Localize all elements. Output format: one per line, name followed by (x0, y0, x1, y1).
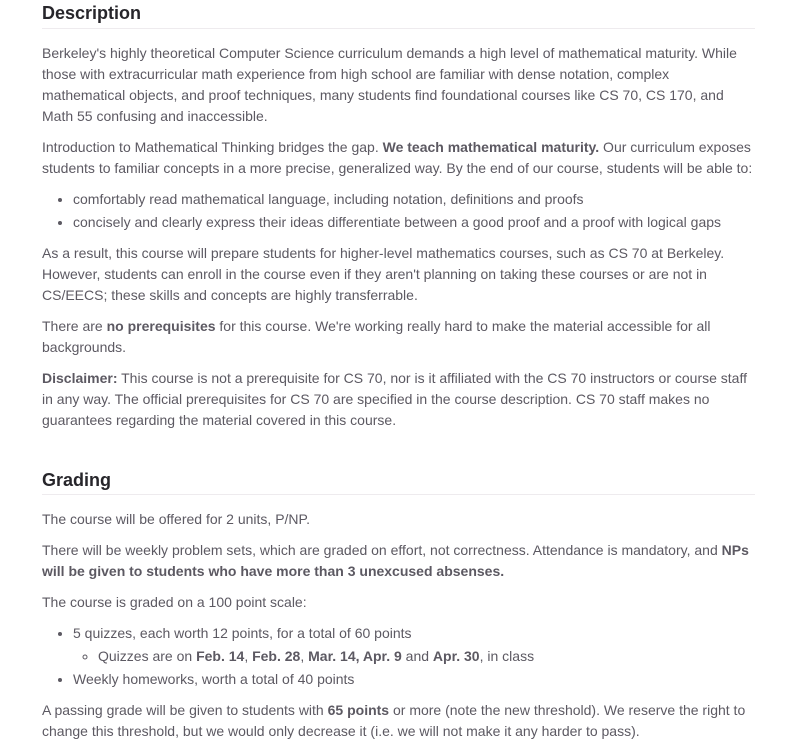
list-item-text: 5 quizzes, each worth 12 points, for a total of 60 points (73, 625, 412, 641)
list-item-text: Weekly homeworks, worth a total of 40 points (73, 671, 354, 687)
paragraph-passing-grade: A passing grade will be given to students with 65 points or more (note the new threshold). We reserve the right to change this threshold, but we would only decrease it (i.e. we will not make it any harder to pass). (42, 700, 755, 742)
paragraph-as-a-result: As a result, this course will prepare students for higher-level mathematics courses, such as CS 70 at Berkeley. However, students can enroll in the course even if they aren't planning on taking these courses or are not in CS/EECS; these skills and concepts are highly transferrable. (42, 243, 755, 306)
paragraph-point-scale: The course is graded on a 100 point scale: (42, 592, 755, 613)
list-item (73, 212, 755, 233)
grading-heading: Grading (42, 469, 755, 496)
grading-breakdown-list (42, 623, 755, 690)
paragraph-units: The course will be offered for 2 units, P/NP. (42, 509, 755, 530)
list-item-quiz-dates (98, 646, 755, 667)
section-description (42, 2, 755, 431)
list-item-text: comfortably read mathematical language, including notation, definitions and proofs (73, 191, 584, 207)
quiz-dates-sublist (73, 646, 755, 667)
list-item (73, 189, 755, 210)
list-item-text: Quizzes are on Feb. 14, Feb. 28, Mar. 14, Apr. 9 and Apr. 30, in class (98, 648, 534, 664)
paragraph-curriculum-maturity: Berkeley's highly theoretical Computer Science curriculum demands a high level of mathematical maturity. While those with extracurricular math experience from high school are familiar with dense notation, complex mathematical objects, and proof techniques, many students find foundational courses like CS 70, CS 170, and Math 55 confusing and inaccessible. (42, 43, 755, 127)
paragraph-bridges-the-gap: Introduction to Mathematical Thinking bridges the gap. We teach mathematical maturity. Our curriculum exposes students to familiar concepts in a more precise, generalized way. By the end of our course, students will be able to: (42, 137, 755, 179)
course-outcomes-list (42, 189, 755, 233)
list-item-text: concisely and clearly express their ideas differentiate between a good proof and a proof with logical gaps (73, 214, 721, 230)
description-heading: Description (42, 2, 755, 29)
paragraph-problem-sets: There will be weekly problem sets, which are graded on effort, not correctness. Attendance is mandatory, and NPs will be given to students who have more than 3 unexcused absenses. (42, 540, 755, 582)
list-item-homeworks (73, 669, 755, 690)
paragraph-disclaimer: Disclaimer: This course is not a prerequisite for CS 70, nor is it affiliated with the CS 70 instructors or course staff in any way. The official prerequisites for CS 70 are specified in the course description. CS 70 staff makes no guarantees regarding the material covered in this course. (42, 368, 755, 431)
paragraph-no-prerequisites: There are no prerequisites for this course. We're working really hard to make the material accessible for all backgrounds. (42, 316, 755, 358)
list-item-quizzes (73, 623, 755, 667)
section-grading (42, 469, 755, 742)
